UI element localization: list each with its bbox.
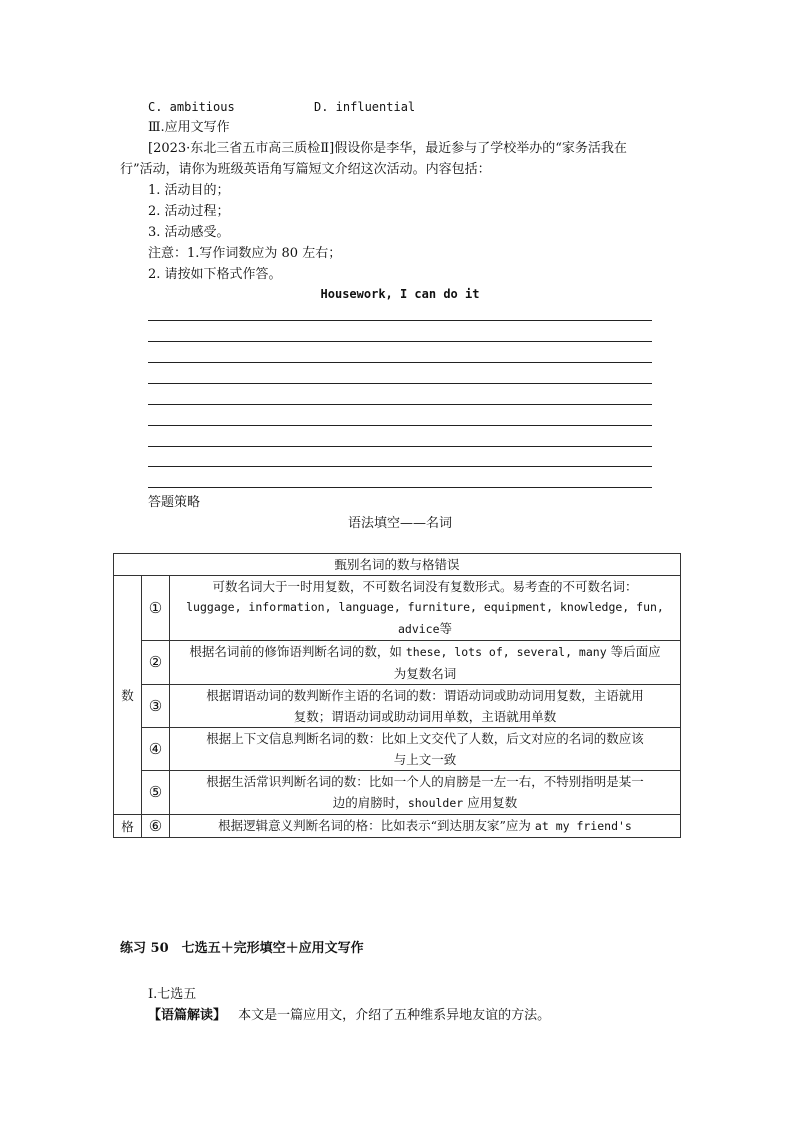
row-number: ⑥ bbox=[142, 815, 170, 838]
row-text-term: these, lots of, several, many bbox=[405, 645, 607, 659]
row-text bbox=[170, 641, 681, 685]
row-number: ③ bbox=[142, 685, 170, 728]
row-text bbox=[170, 771, 681, 815]
row-text-term: 根据名词前的修饰语判断名词的数，如 bbox=[189, 644, 402, 659]
row-text-line: 为复数名词 bbox=[393, 666, 457, 681]
row-text-term: at my friend's bbox=[534, 819, 632, 833]
row-text-line: luggage, information, language, furniture, equipment, knowledge, fun, bbox=[186, 600, 664, 614]
row-text bbox=[170, 576, 681, 641]
table-row bbox=[114, 576, 681, 641]
row-number: ① bbox=[142, 576, 170, 641]
row-text-line: 根据谓语动词的数判断作主语的名词的数：谓语动词或助动词用复数，主语就用 bbox=[206, 688, 644, 703]
content-item-2: 2. 活动过程； bbox=[148, 204, 230, 219]
content-item-3: 3. 活动感受。 bbox=[148, 225, 230, 240]
option-c: C. ambitious bbox=[148, 100, 235, 114]
category-case: 格 bbox=[114, 815, 142, 838]
note-2: 2. 请按如下格式作答。 bbox=[148, 267, 282, 282]
row-number: ⑤ bbox=[142, 771, 170, 815]
writing-line bbox=[148, 404, 652, 405]
prompt-line-1: [2023·东北三省五市高三质检Ⅱ]假设你是李华，最近参与了学校举办的“家务活我在 bbox=[148, 141, 627, 156]
table-header-row bbox=[114, 554, 681, 576]
row-number: ② bbox=[142, 641, 170, 685]
row-text-term: shoulder bbox=[407, 796, 464, 810]
option-d: D. influential bbox=[314, 100, 416, 114]
row-text bbox=[170, 728, 681, 771]
row-text-term: 应用复数 bbox=[467, 795, 518, 810]
writing-line bbox=[148, 425, 652, 426]
reading-summary bbox=[148, 1006, 550, 1026]
row-text bbox=[170, 685, 681, 728]
writing-line bbox=[148, 362, 652, 363]
essay-title: Housework, I can do it bbox=[320, 287, 480, 301]
table-row bbox=[114, 728, 681, 771]
strategy-title: 语法填空——名词 bbox=[347, 516, 452, 531]
strategy-table bbox=[113, 553, 681, 838]
writing-line bbox=[148, 383, 652, 384]
writing-line bbox=[148, 320, 652, 321]
part-1-heading: Ⅰ.七选五 bbox=[148, 987, 197, 1002]
row-text-term: 等 bbox=[439, 621, 453, 636]
row-text-term: 等后面应 bbox=[610, 644, 661, 659]
writing-line bbox=[148, 487, 652, 488]
row-text bbox=[170, 815, 681, 838]
row-number: ④ bbox=[142, 728, 170, 771]
table-header: 甄别名词的数与格错误 bbox=[114, 554, 681, 576]
row-text-line: 与上文一致 bbox=[393, 752, 457, 767]
writing-line bbox=[148, 446, 652, 447]
row-text-line: 可数名词大于一时用复数，不可数名词没有复数形式。易考查的不可数名词： bbox=[212, 579, 638, 594]
note-1: 注意：1.写作词数应为 80 左右； bbox=[148, 246, 342, 261]
writing-line bbox=[148, 341, 652, 342]
exercise-title: 练习 50 七选五＋完形填空＋应用文写作 bbox=[120, 941, 364, 956]
row-text-term: 边的肩膀时， bbox=[332, 795, 408, 810]
reading-label: 【语篇解读】 bbox=[148, 1008, 227, 1023]
table-row bbox=[114, 815, 681, 838]
table-row bbox=[114, 685, 681, 728]
row-text-line: 复数；谓语动词或助动词用单数，主语就用单数 bbox=[293, 709, 557, 724]
table-row bbox=[114, 641, 681, 685]
row-text-term: advice bbox=[397, 622, 440, 636]
strategy-label: 答题策略 bbox=[148, 495, 201, 510]
table-row bbox=[114, 771, 681, 815]
row-text-line: 根据生活常识判断名词的数：比如一个人的肩膀是一左一右，不特别指明是某一 bbox=[206, 774, 644, 789]
section-heading: Ⅲ.应用文写作 bbox=[148, 120, 230, 135]
reading-text: 本文是一篇应用文，介绍了五种维系异地友谊的方法。 bbox=[238, 1008, 551, 1023]
prompt-line-2: 行”活动，请你为班级英语角写篇短文介绍这次活动。内容包括： bbox=[120, 162, 491, 177]
category-number: 数 bbox=[114, 576, 142, 815]
writing-line bbox=[148, 466, 652, 467]
row-text-line: 根据上下文信息判断名词的数：比如上文交代了人数，后文对应的名词的数应该 bbox=[206, 731, 644, 746]
content-item-1: 1. 活动目的； bbox=[148, 183, 230, 198]
row-text-term: 根据逻辑意义判断名词的格：比如表示“到达朋友家”应为 bbox=[218, 818, 531, 833]
